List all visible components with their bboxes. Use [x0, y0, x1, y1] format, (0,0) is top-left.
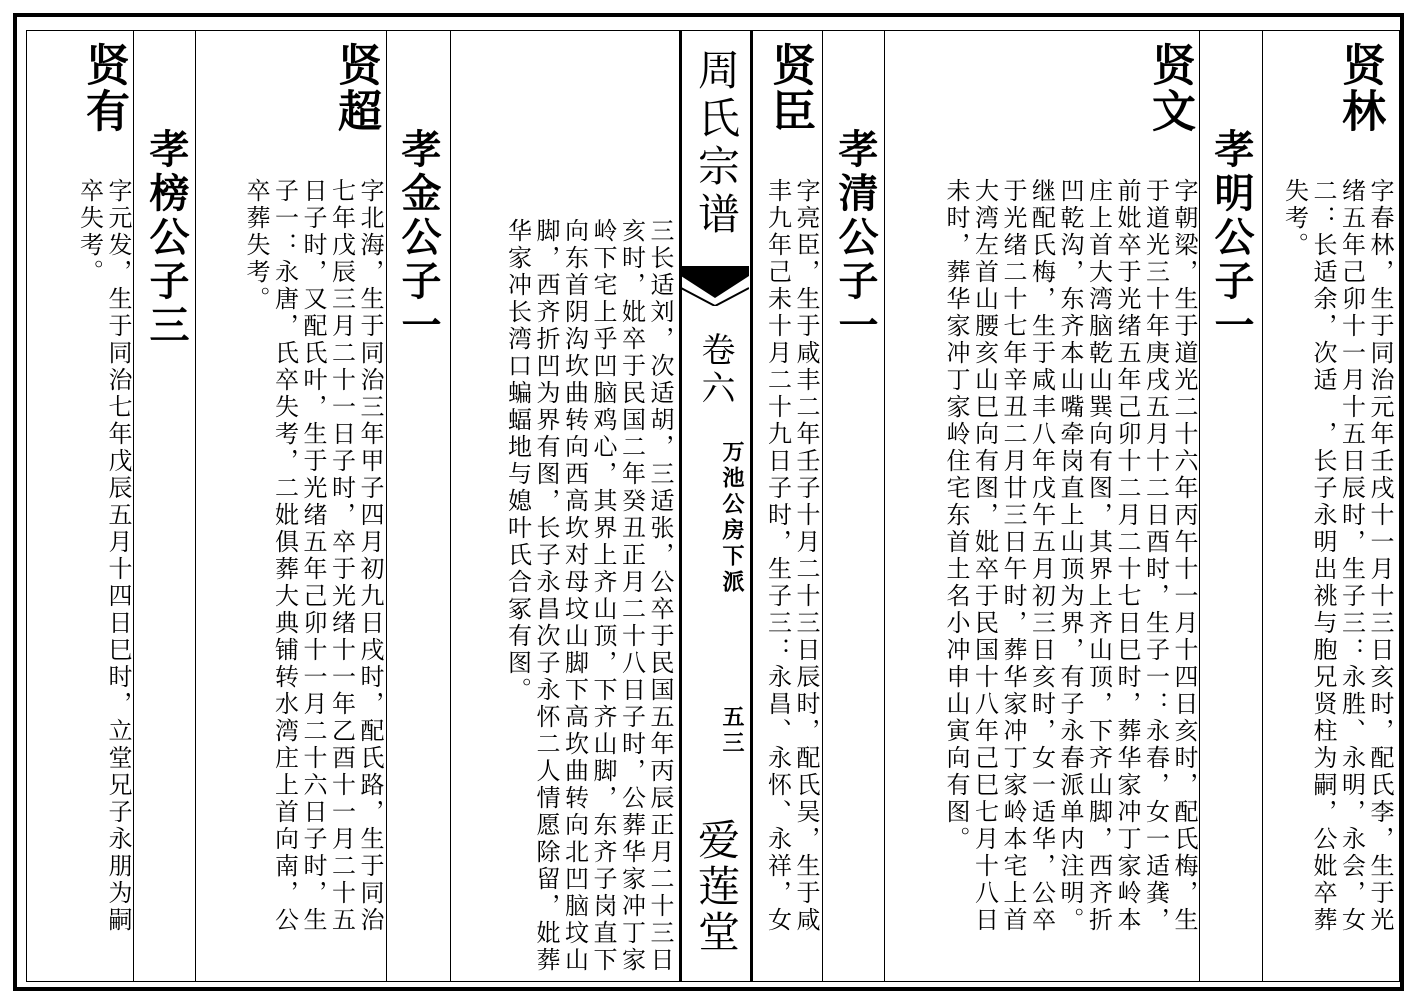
text-line: 于光绪二十七年辛丑二月廿三日午时，葬华家冲丁家岭本宅上首 [999, 178, 1027, 934]
text-line: 字春林，生于同治元年壬戌十一月十三日亥时，配氏李，生于光 [1366, 178, 1394, 934]
text-line: 华家冲长湾口蝙蝠地与媳叶氏合冢有图。 [503, 218, 532, 704]
entry-body-xianyou [66, 178, 132, 968]
text-line: 字元发，生于同治七年戊辰五月十四日巳时，立堂兄子永朋为嗣 [104, 178, 132, 934]
text-line: 子一：永唐，氏卒失考，二妣俱葬大典铺转水湾庄上首向南，公 [270, 178, 299, 934]
text-line: 卒葬失考。 [242, 178, 270, 313]
entry-body-xianchen [758, 178, 820, 968]
text-line: 三长适刘，次适胡，三适张，公卒于民国五年丙辰正月二十三日 [646, 218, 674, 974]
entry-body-xianchen-continued [458, 218, 674, 1008]
generation-heading-xiaoqing: 孝清公子一 [832, 128, 879, 348]
text-line: 继配氏梅，生于咸丰八年戊午五月初三日亥时，女一适华，公卒 [1027, 178, 1056, 934]
text-line: 卒失考。 [75, 178, 104, 286]
text-line: 大湾左首山腰亥山巳向有图，妣卒于民国十八年己巳七月十八日 [970, 178, 999, 934]
text-line: 向东首阴沟坎曲转向西高坎对母坟山脚下高坎曲转向北凹脑坟山 [560, 218, 589, 974]
text-line: 未时，葬华家冲丁家岭住宅东首土名小冲申山寅向有图。 [942, 178, 970, 853]
text-line: 丰九年己未十月二十九日子时，生子三：永昌、永怀、永祥，女 [763, 178, 792, 934]
generation-heading-xiaoming: 孝明公子一 [1208, 128, 1255, 348]
generation-heading-xiaobang: 孝榜公子三 [143, 128, 190, 348]
text-line: 二：长适余，次适 ，长子永明出祧与胞兄贤柱为嗣，公妣卒葬 [1309, 178, 1337, 934]
page-number: 五三 [719, 705, 745, 757]
text-line: 前妣卒于光绪五年己卯十二月二十七日巳时，葬华家冲丁家岭本 [1113, 178, 1141, 934]
entry-name-xianlin: 贤林 [1334, 42, 1385, 134]
fishtail-mark [681, 266, 749, 306]
text-line: 脚，西齐折凹为界有图，长子永昌次子永怀二人情愿除留，妣葬 [532, 218, 560, 974]
entry-body-xianchao [224, 178, 384, 968]
spine-divider-left [679, 30, 682, 982]
text-line: 字朝梁，生于道光二十六年丙午十一月十四日亥时，配氏梅，生 [1170, 178, 1198, 934]
branch-label: 万池公房下派 [719, 440, 745, 596]
entry-name-xianwen: 贤文 [1144, 42, 1195, 134]
entry-name-xianchao: 贤超 [330, 42, 381, 134]
entry-body-xianlin [1268, 178, 1394, 968]
column-divider [133, 30, 134, 982]
text-line: 庄上首大湾脑乾山巽向有图，其界上齐山顶，下齐山脚，西齐折 [1084, 178, 1113, 934]
column-divider [450, 30, 451, 982]
spine-divider-right [750, 30, 753, 982]
column-divider [1199, 30, 1200, 982]
column-divider [195, 30, 196, 982]
text-line: 亥时，妣卒于民国二年癸丑正月二十八日子时，公葬华家冲丁家 [617, 218, 646, 974]
text-line: 凹乾沟，东齐本山嘴牵岗直上山顶为界，有子永春派单内注明。 [1056, 178, 1084, 934]
column-divider [1262, 30, 1263, 982]
hall-name: 爱莲堂 [692, 818, 741, 956]
column-divider [386, 30, 387, 982]
entry-body-xianwen [918, 178, 1198, 968]
text-line: 字北海，生于同治三年甲子四月初九日戌时，配氏路，生于同治 [356, 178, 384, 934]
text-line: 于道光三十年庚戌五月十二日酉时，生子一：永春，女一适龚， [1141, 178, 1170, 934]
text-line: 七年戊辰三月二十一日子时，卒于光绪十一年乙酉十一月二十五 [327, 178, 356, 934]
text-line: 岭下宅上乎凹脑鸡心，其界上齐山顶，下齐山脚，东齐子岗直下 [589, 218, 617, 974]
generation-heading-xiaojin: 孝金公子一 [395, 128, 442, 348]
text-line: 字亮臣，生于咸丰二年壬子十月二十三日辰时，配氏吴，生于咸 [792, 178, 820, 934]
volume-label: 卷六 [695, 332, 735, 408]
entry-name-xianchen: 贤臣 [764, 42, 815, 134]
entry-name-xianyou: 贤有 [78, 42, 129, 134]
column-divider [822, 30, 823, 982]
text-line: 日子时，又配氏叶，生于光绪五年己卯十一月二十六日子时，生 [299, 178, 327, 934]
text-line: 绪五年己卯十一月十五日辰时，生子三：永胜、永明，永会，女 [1337, 178, 1366, 934]
genealogy-title: 周氏宗谱 [692, 48, 741, 240]
text-line: 失考。 [1280, 178, 1309, 259]
column-divider [884, 30, 885, 982]
